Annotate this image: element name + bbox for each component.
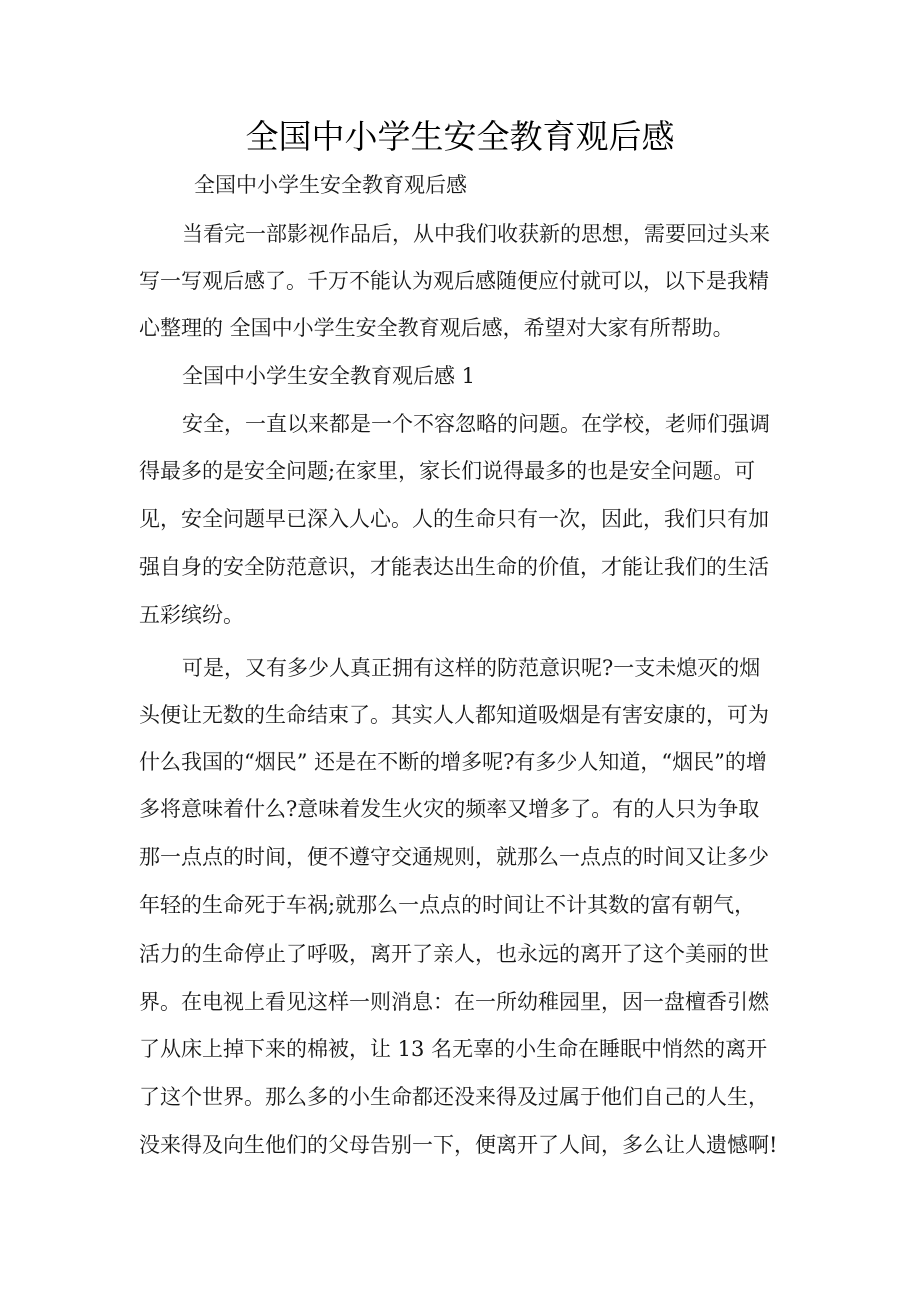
- text-line: 界。在电视上看见这样一则消息：在一所幼稚园里，因一盘檀香引燃: [139, 990, 769, 1014]
- text-line: 年轻的生命死于车祸;就那么一点点的时间让不计其数的富有朝气，: [139, 893, 756, 917]
- text-line: 没来得及向生他们的父母告别一下，便离开了人间，多么让人遗憾啊!: [139, 1133, 778, 1157]
- text-line: 了从床上掉下来的棉被，让 13 名无辜的小生命在睡眠中悄然的离开: [139, 1037, 768, 1061]
- text-line: 多将意味着什么?意味着发生火灾的频率又增多了。有的人只为争取: [139, 797, 760, 821]
- text-line: 安全，一直以来都是一个不容忽略的问题。在学校，老师们强调: [182, 412, 770, 436]
- text-line-intro-1: 当看完一部影视作品后，从中我们收获新的思想，需要回过头来: [182, 222, 770, 246]
- document-subtitle: 全国中小学生安全教育观后感: [194, 173, 467, 197]
- text-line-intro-3: 心整理的 全国中小学生安全教育观后感，希望对大家有所帮助。: [139, 316, 734, 340]
- text-line: 可是，又有多少人真正拥有这样的防范意识呢?一支未熄灭的烟: [182, 656, 761, 680]
- text-line: 活力的生命停止了呼吸，离开了亲人，也永远的离开了这个美丽的世: [139, 942, 769, 966]
- text-line: 见，安全问题早已深入人心。人的生命只有一次，因此，我们只有加: [139, 507, 769, 531]
- section-heading-1: 全国中小学生安全教育观后感 1: [182, 364, 476, 388]
- text-line: 了这个世界。那么多的小生命都还没来得及过属于他们自己的人生，: [139, 1085, 769, 1109]
- text-line: 五彩缤纷。: [139, 603, 244, 627]
- text-line: 强自身的安全防范意识，才能表达出生命的价值，才能让我们的生活: [139, 555, 769, 579]
- document-title: 全国中小学生安全教育观后感: [245, 117, 675, 156]
- text-line: 那一点点的时间，便不遵守交通规则，就那么一点点的时间又让多少: [139, 845, 769, 869]
- text-line-intro-2: 写一写观后感了。千万不能认为观后感随便应付就可以，以下是我精: [139, 269, 769, 293]
- text-line: 什么我国的“烟民” 还是在不断的增多呢?有多少人知道，“烟民”的增: [139, 750, 767, 774]
- text-line: 头便让无数的生命结束了。其实人人都知道吸烟是有害安康的，可为: [139, 703, 769, 727]
- text-line: 得最多的是安全问题;在家里，家长们说得最多的也是安全问题。可: [139, 459, 756, 483]
